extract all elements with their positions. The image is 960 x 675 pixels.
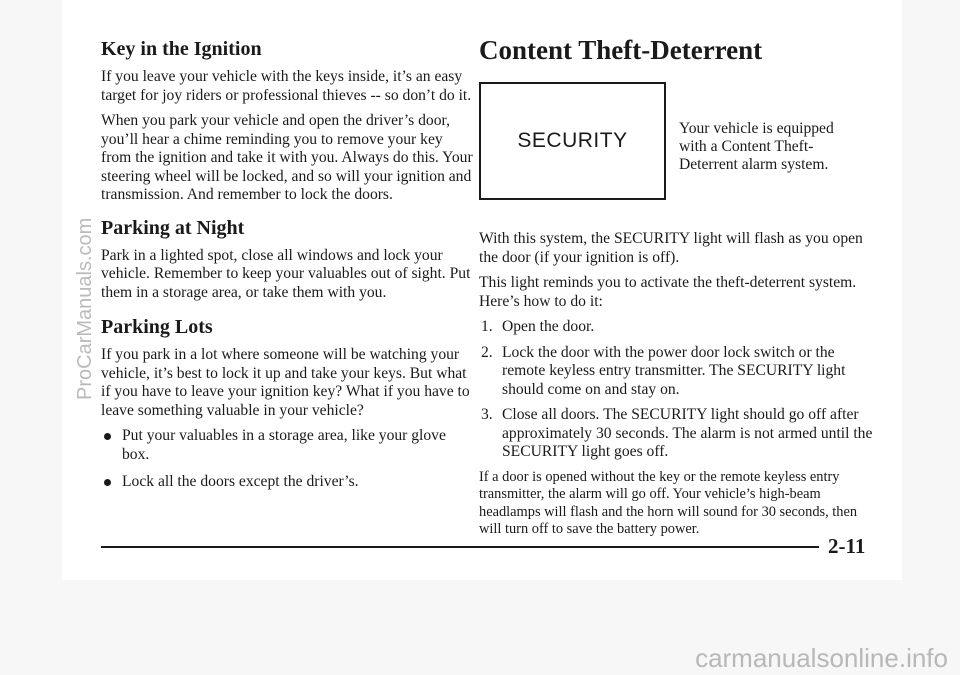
security-label: SECURITY (517, 129, 628, 152)
lots-paragraph: If you park in a lot where someone will be watching your vehicle, it’s best to lock it up and take your keys. But what if you have to leave your ignition key? What if you have to leave something valuable in your vehicle? (101, 346, 470, 419)
step-item (479, 344, 879, 400)
step-text: Open the door. (502, 318, 595, 335)
step-text: Lock the door with the power door lock switch or the remote keyless entry transmitter. The SECURITY light should come on and stay on. (502, 343, 846, 398)
security-light-indicator (479, 82, 666, 200)
night-paragraph: Park in a lighted spot, close all windows and lock your vehicle. Remember to keep your valuables out of sight. Put them in a storage area, or take them with you. (101, 246, 471, 301)
system-paragraph: With this system, the SECURITY light will flash as you open the door (if your ignition is off). (479, 230, 863, 266)
bullet-item (101, 427, 473, 464)
step-text: Close all doors. The SECURITY light should go off after approximately 30 seconds. The alarm is not armed until the SECURITY light goes off. (502, 406, 873, 460)
activation-steps-list (479, 318, 879, 462)
security-illustration-row (479, 82, 879, 200)
key-paragraph-2: When you park your vehicle and open the driver’s door, you’ll hear a chime reminding you to remove your key from the ignition and take it with you. Always do this. Your steering wheel will be locked, and so will your ignition and transmission. And remember to lock the doors. (101, 112, 473, 203)
alarm-paragraph: If a door is opened without the key or the remote keyless entry transmitter, the alarm will go off. Your vehicle’s high-beam headlamps will flash and the horn will sound for 30 seconds, then will turn off to save the battery power. (479, 468, 858, 537)
step-item (479, 406, 879, 462)
key-paragraph-1: If you leave your vehicle with the keys inside, it’s an easy target for joy riders or professional thieves -- so don’t do it. (101, 68, 472, 104)
bullet-dot-icon (104, 433, 111, 440)
step-item (479, 318, 879, 337)
bullet-text: Put your valuables in a storage area, like your glove box. (122, 427, 446, 463)
step-number: 1. (481, 318, 493, 335)
bullet-dot-icon (104, 479, 111, 486)
security-intro-text: Your vehicle is equipped with a Content Theft-Deterrent alarm system. (679, 120, 834, 173)
step-number: 3. (481, 406, 493, 423)
key-in-ignition-heading: Key in the Ignition (101, 38, 262, 60)
footer-rule (101, 546, 819, 548)
valuables-bullet-list (101, 427, 473, 492)
parking-at-night-heading: Parking at Night (101, 216, 245, 239)
side-watermark-text: ProCarManuals.com (74, 217, 96, 400)
page-number: 2-11 (828, 534, 866, 558)
left-column (101, 36, 473, 501)
parking-lots-heading: Parking Lots (101, 316, 213, 338)
bullet-text: Lock all the doors except the driver’s. (122, 473, 359, 490)
step-number: 2. (481, 343, 493, 361)
content-theft-deterrent-heading: Content Theft-Deterrent (479, 35, 763, 65)
bullet-item (101, 473, 473, 492)
reminder-paragraph: This light reminds you to activate the theft-deterrent system. Here’s how to do it: (479, 274, 857, 310)
right-column (479, 34, 879, 539)
bottom-watermark: carmanualsonline.info (695, 643, 948, 673)
